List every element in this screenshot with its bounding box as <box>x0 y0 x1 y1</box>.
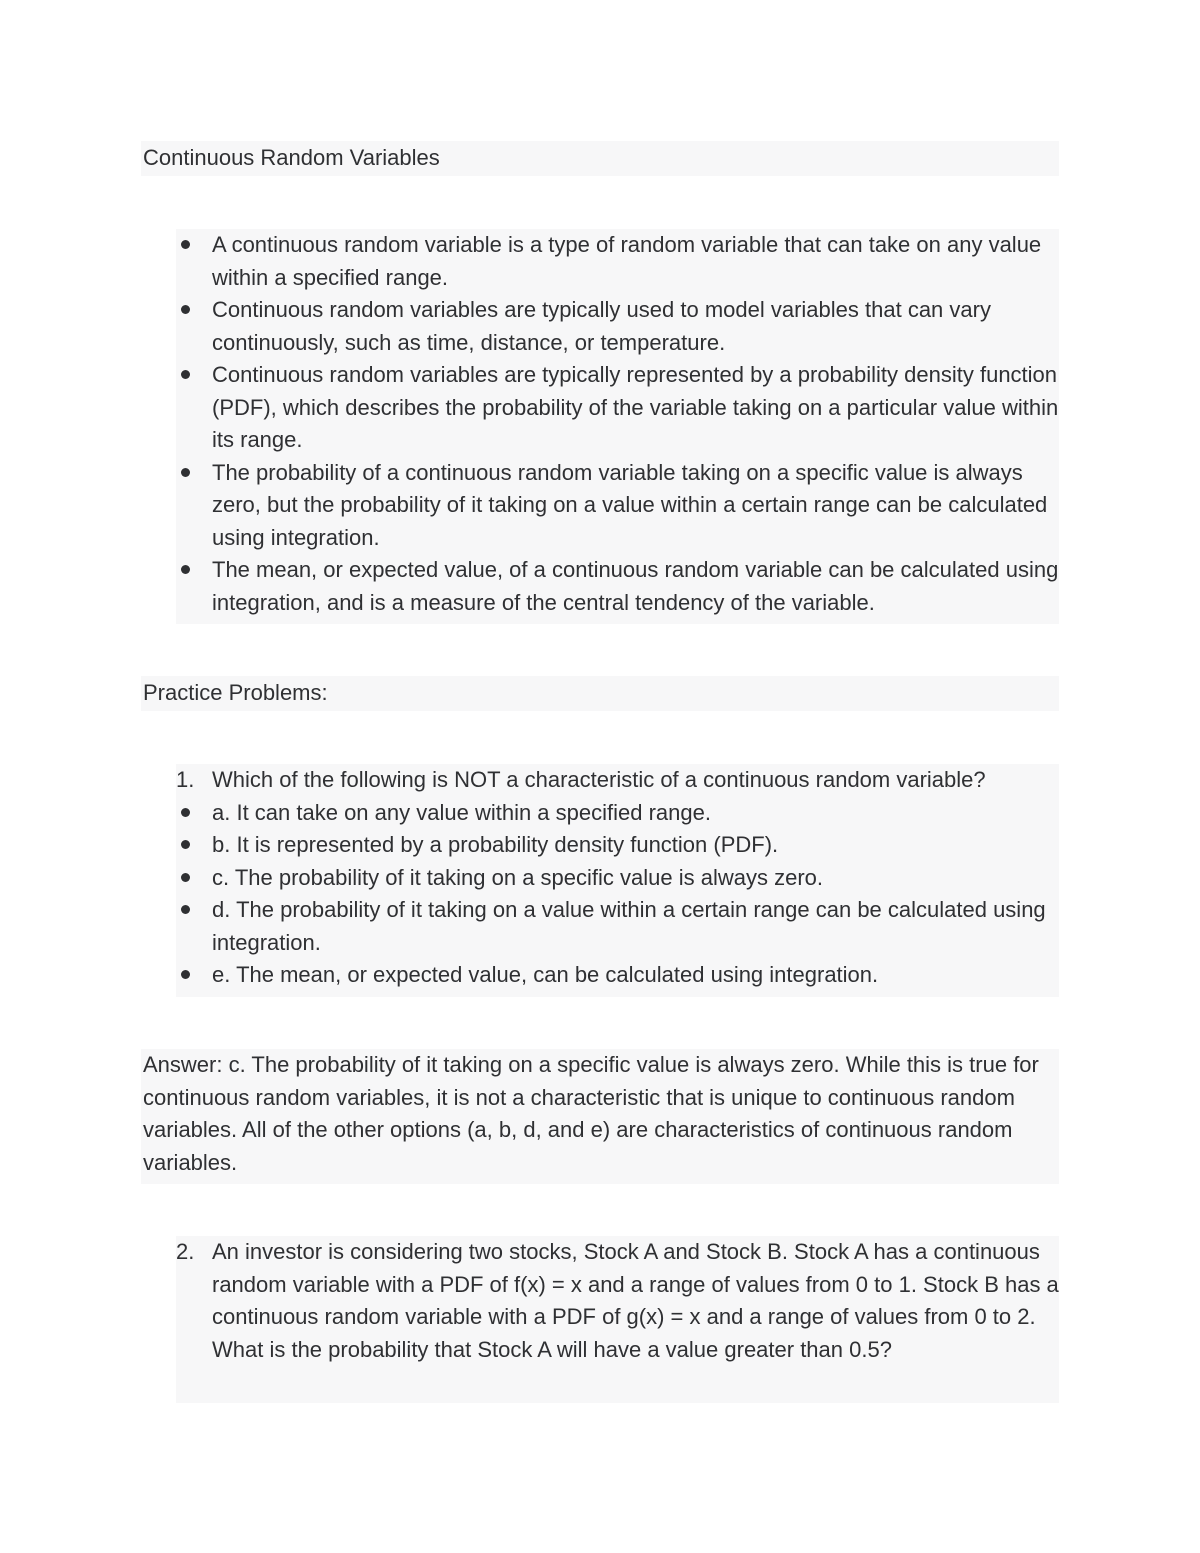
section-title: Continuous Random Variables <box>141 141 1059 176</box>
bullet-icon <box>176 359 194 392</box>
bullet-icon <box>176 959 194 992</box>
option-text: e. The mean, or expected value, can be calculated using integration. <box>212 962 879 987</box>
question-1-stem <box>176 764 1059 797</box>
option-item <box>176 797 1059 830</box>
option-text: d. The probability of it taking on a value within a certain range can be calculated using integration. <box>212 897 1046 955</box>
option-item <box>176 894 1059 959</box>
list-item-text: The probability of a continuous random variable taking on a specific value is always zero, but the probability of it taking on a value within a certain range can be calculated using integration. <box>212 459 1048 550</box>
bullet-icon <box>176 554 194 587</box>
list-item <box>176 554 1059 619</box>
question-text: Which of the following is NOT a characteristic of a continuous random variable? <box>212 767 986 792</box>
bullet-icon <box>176 294 194 327</box>
question-1-container <box>176 764 1059 997</box>
bullet-icon <box>176 862 194 895</box>
list-item-text: Continuous random variables are typically represented by a probability density function (PDF), which describes the probability of the variable taking on a particular value within its range. <box>212 362 1059 452</box>
option-item <box>176 829 1059 862</box>
question-number: 1. <box>176 767 195 792</box>
list-item-text: Continuous random variables are typically used to model variables that can vary continuously, such as time, distance, or temperature. <box>212 297 991 355</box>
question-2-stem <box>176 1236 1059 1366</box>
list-item <box>176 294 1059 359</box>
concept-list-container <box>176 229 1059 624</box>
concept-list <box>176 229 1059 619</box>
list-item-text: The mean, or expected value, of a continuous random variable can be calculated using integration, and is a measure of the central tendency of the variable. <box>212 557 1059 615</box>
list-item <box>176 229 1059 294</box>
option-text: a. It can take on any value within a specified range. <box>212 799 711 825</box>
question-number: 2. <box>176 1239 195 1264</box>
list-item-text: A continuous random variable is a type of random variable that can take on any value within a specified range. <box>212 232 1042 290</box>
bullet-icon <box>176 894 194 927</box>
option-text: c. The probability of it taking on a specific value is always zero. <box>212 864 824 890</box>
question-text: An investor is considering two stocks, Stock A and Stock B. Stock A has a continuous random variable with a PDF of f(x) = x and a range of values from 0 to 1. Stock B has a continuous random variable with a PDF of g(x) = x and a range of values from 0 to 2. What is the probability that Stock A will have a value greater than 0.5? <box>212 1239 1059 1362</box>
bullet-icon <box>176 229 194 262</box>
question-2-list <box>176 1236 1059 1366</box>
option-item <box>176 862 1059 895</box>
option-item <box>176 959 1059 992</box>
bullet-icon <box>176 797 194 830</box>
question-1-list <box>176 764 1059 992</box>
bullet-icon <box>176 457 194 490</box>
option-text: b. It is represented by a probability density function (PDF). <box>212 832 779 857</box>
list-item <box>176 457 1059 555</box>
bullet-icon <box>176 829 194 862</box>
list-item <box>176 359 1059 457</box>
practice-title: Practice Problems: <box>141 676 1059 711</box>
answer-1: Answer: c. The probability of it taking on a specific value is always zero. While this is true for continuous random variables, it is not a characteristic that is unique to continuous random variables. All of the other options (a, b, d, and e) are characteristics of continuous random variables. <box>141 1049 1059 1184</box>
question-2-container <box>176 1236 1059 1403</box>
